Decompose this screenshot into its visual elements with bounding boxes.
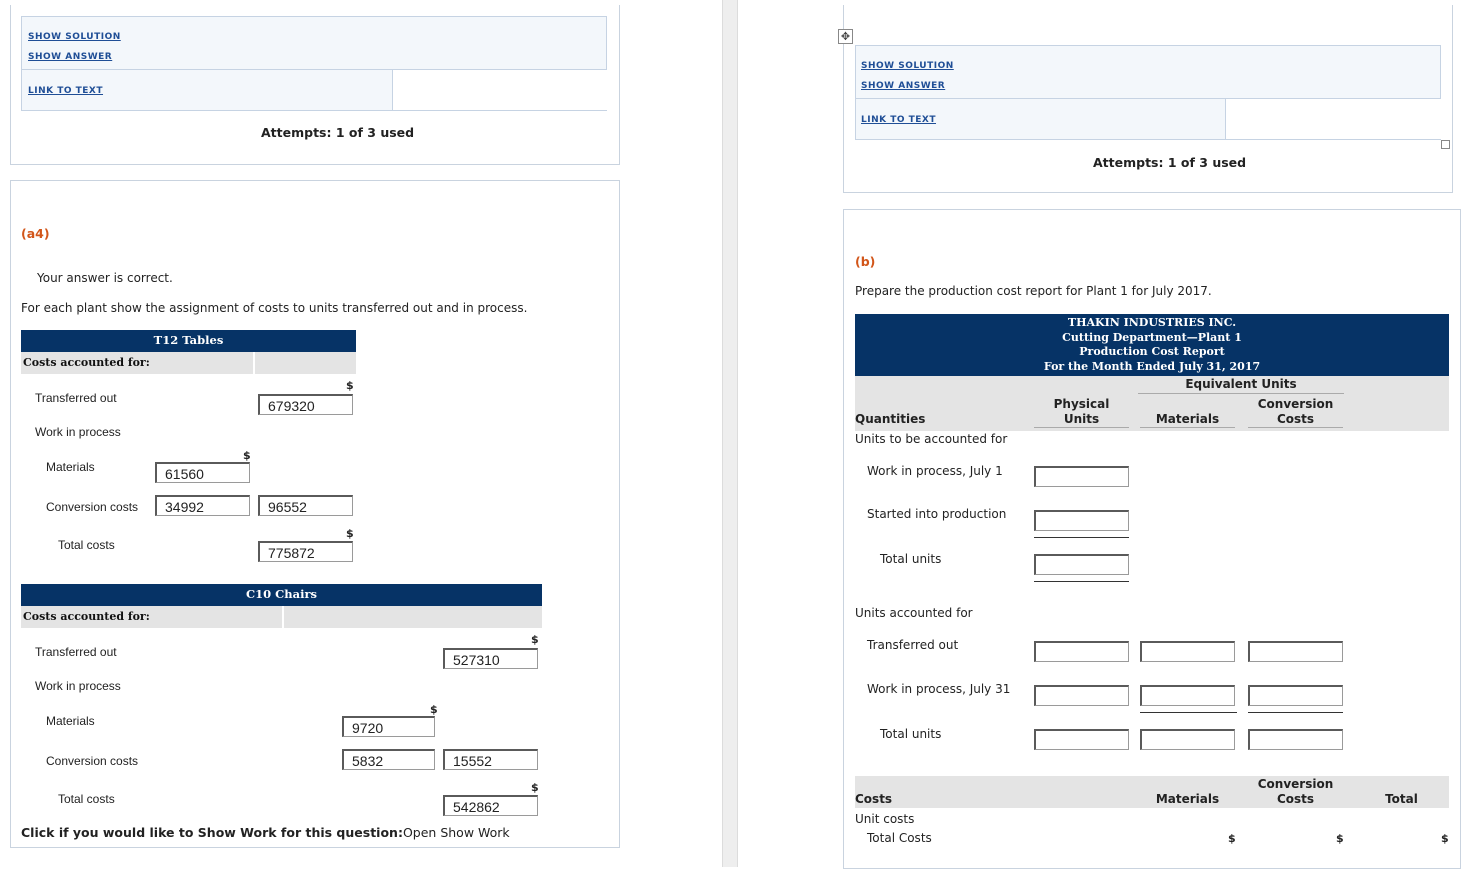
chairs-transferred-label: Transferred out (35, 645, 117, 659)
chairs-title-bar: C10 Chairs (21, 584, 542, 606)
report-title: Production Cost Report (1079, 345, 1225, 358)
tables-costs-header-label: Costs accounted for: (23, 356, 150, 369)
chairs-conversion-label: Conversion costs (46, 754, 139, 768)
total-units-2-physical-input[interactable] (1034, 729, 1129, 750)
chairs-transferred-dollar: $ (531, 633, 539, 646)
right-attempts: Attempts: 1 of 3 used (1093, 155, 1247, 170)
tables-materials-input[interactable]: 61560 (155, 462, 250, 483)
wip-july31-physical-input[interactable] (1034, 685, 1129, 706)
col-materials-underline (1140, 427, 1235, 428)
left-instruction: For each plant show the assignment of costs to units transferred out and in process. (21, 301, 528, 315)
total-units-2-label: Total units (880, 727, 942, 741)
total-costs-materials-dollar: $ (1228, 832, 1236, 845)
started-underline (1034, 537, 1129, 538)
tables-wip-total-input[interactable]: 96552 (258, 495, 353, 516)
costs-col-conversion-1: Conversion (1257, 777, 1334, 791)
costs-col-materials: Materials (1155, 792, 1220, 806)
left-link-cell-right (392, 70, 608, 110)
right-section-label: (b) (855, 254, 876, 269)
col-quantities: Quantities (855, 412, 926, 426)
tables-transferred-dollar: $ (346, 379, 354, 392)
wip-july31-underline-materials (1140, 712, 1237, 713)
chairs-materials-dollar: $ (430, 703, 438, 716)
right-link-cell-right (1225, 99, 1441, 139)
tables-conversion-input[interactable]: 34992 (155, 495, 250, 516)
right-show-answer-link[interactable]: SHOW ANSWER (861, 81, 946, 91)
col-physical-underline (1034, 427, 1129, 428)
chairs-materials-input[interactable]: 9720 (342, 716, 435, 737)
left-attempts: Attempts: 1 of 3 used (261, 125, 415, 140)
transferred-physical-input[interactable] (1034, 641, 1129, 662)
unit-costs-label: Unit costs (855, 812, 915, 826)
report-header (855, 314, 1449, 376)
chairs-materials-label: Materials (46, 714, 95, 728)
tables-total-label: Total costs (58, 538, 115, 552)
right-link-to-text[interactable]: LINK TO TEXT (861, 115, 937, 125)
total-costs-total-dollar: $ (1441, 832, 1449, 845)
total-units-2-conversion-input[interactable] (1248, 729, 1343, 750)
chairs-costs-header-label: Costs accounted for: (23, 610, 150, 623)
chairs-transferred-input[interactable]: 527310 (443, 648, 538, 669)
wip-july31-materials-input[interactable] (1140, 685, 1235, 706)
tables-transferred-input[interactable]: 679320 (258, 394, 353, 415)
wip-july31-underline-conversion (1248, 712, 1343, 713)
units-to-be-accounted-label: Units to be accounted for (855, 432, 1008, 446)
total-units-physical-input[interactable] (1034, 554, 1129, 575)
wip-july31-label: Work in process, July 31 (867, 682, 1011, 696)
open-show-work-link[interactable]: Open Show Work (402, 825, 510, 840)
costs-col-conversion-2: Costs (1276, 792, 1315, 806)
report-company: THAKIN INDUSTRIES INC. (1067, 316, 1237, 329)
right-show-solution-link[interactable]: SHOW SOLUTION (861, 61, 954, 71)
wip-july31-conversion-input[interactable] (1248, 685, 1343, 706)
tables-materials-dollar: $ (243, 449, 251, 462)
transferred-out-label: Transferred out (867, 638, 959, 652)
chairs-total-dollar: $ (531, 781, 539, 794)
resize-handle-icon[interactable] (1441, 140, 1450, 149)
started-physical-input[interactable] (1034, 510, 1129, 531)
tables-title-bar: T12 Tables (21, 330, 356, 352)
total-units-label: Total units (880, 552, 942, 566)
started-label: Started into production (867, 507, 1007, 521)
tables-conversion-label: Conversion costs (46, 500, 139, 514)
total-units-underline (1034, 581, 1129, 582)
col-conversion-2: Costs (1276, 412, 1315, 426)
wip-july1-label: Work in process, July 1 (867, 464, 1003, 478)
chairs-conversion-input[interactable]: 5832 (342, 749, 435, 770)
wip-july1-physical-input[interactable] (1034, 466, 1129, 487)
total-costs-label: Total Costs (867, 831, 932, 845)
right-question-panel (843, 209, 1461, 869)
left-link-to-text[interactable]: LINK TO TEXT (28, 86, 104, 96)
left-show-solution-link[interactable]: SHOW SOLUTION (28, 32, 121, 42)
equivalent-units-header: Equivalent Units (1185, 377, 1297, 391)
chairs-wip-total-input[interactable]: 15552 (443, 749, 538, 770)
show-work-prompt-text: Click if you would like to Show Work for this question: (21, 825, 403, 840)
tables-transferred-label: Transferred out (35, 391, 117, 405)
chairs-costs-header-right (284, 606, 542, 628)
transferred-conversion-input[interactable] (1248, 641, 1343, 662)
right-instruction: Prepare the production cost report for Plant 1 for July 2017. (855, 284, 1212, 298)
col-materials: Materials (1155, 412, 1220, 426)
move-handle-icon[interactable]: ✥ (838, 29, 853, 44)
tables-total-dollar: $ (346, 527, 354, 540)
transferred-materials-input[interactable] (1140, 641, 1235, 662)
total-costs-conversion-dollar: $ (1336, 832, 1344, 845)
col-conversion-1: Conversion (1257, 397, 1334, 411)
left-status-text: Your answer is correct. (37, 271, 173, 285)
col-conversion-underline (1248, 427, 1343, 428)
chairs-wip-label: Work in process (35, 679, 121, 693)
costs-col-costs: Costs (855, 792, 893, 806)
total-units-2-materials-input[interactable] (1140, 729, 1235, 750)
report-period: For the Month Ended July 31, 2017 (1043, 359, 1261, 373)
equiv-units-underline (1138, 393, 1344, 394)
left-show-answer-link[interactable]: SHOW ANSWER (28, 52, 113, 62)
costs-col-total: Total (1385, 792, 1418, 806)
pane-divider[interactable] (722, 0, 738, 867)
col-physical-1: Physical (1053, 397, 1110, 411)
chairs-total-input[interactable]: 542862 (443, 795, 538, 816)
show-work-prompt (21, 825, 510, 840)
left-attempts-panel (10, 5, 620, 165)
col-physical-2: Units (1063, 412, 1100, 426)
tables-total-input[interactable]: 775872 (258, 541, 353, 562)
tables-wip-label: Work in process (35, 425, 121, 439)
report-department: Cutting Department—Plant 1 (1062, 330, 1242, 344)
chairs-total-label: Total costs (58, 792, 115, 806)
left-section-label: (a4) (21, 226, 50, 241)
tables-costs-header-right (255, 352, 356, 374)
tables-materials-label: Materials (46, 460, 95, 474)
units-accounted-label: Units accounted for (855, 606, 973, 620)
